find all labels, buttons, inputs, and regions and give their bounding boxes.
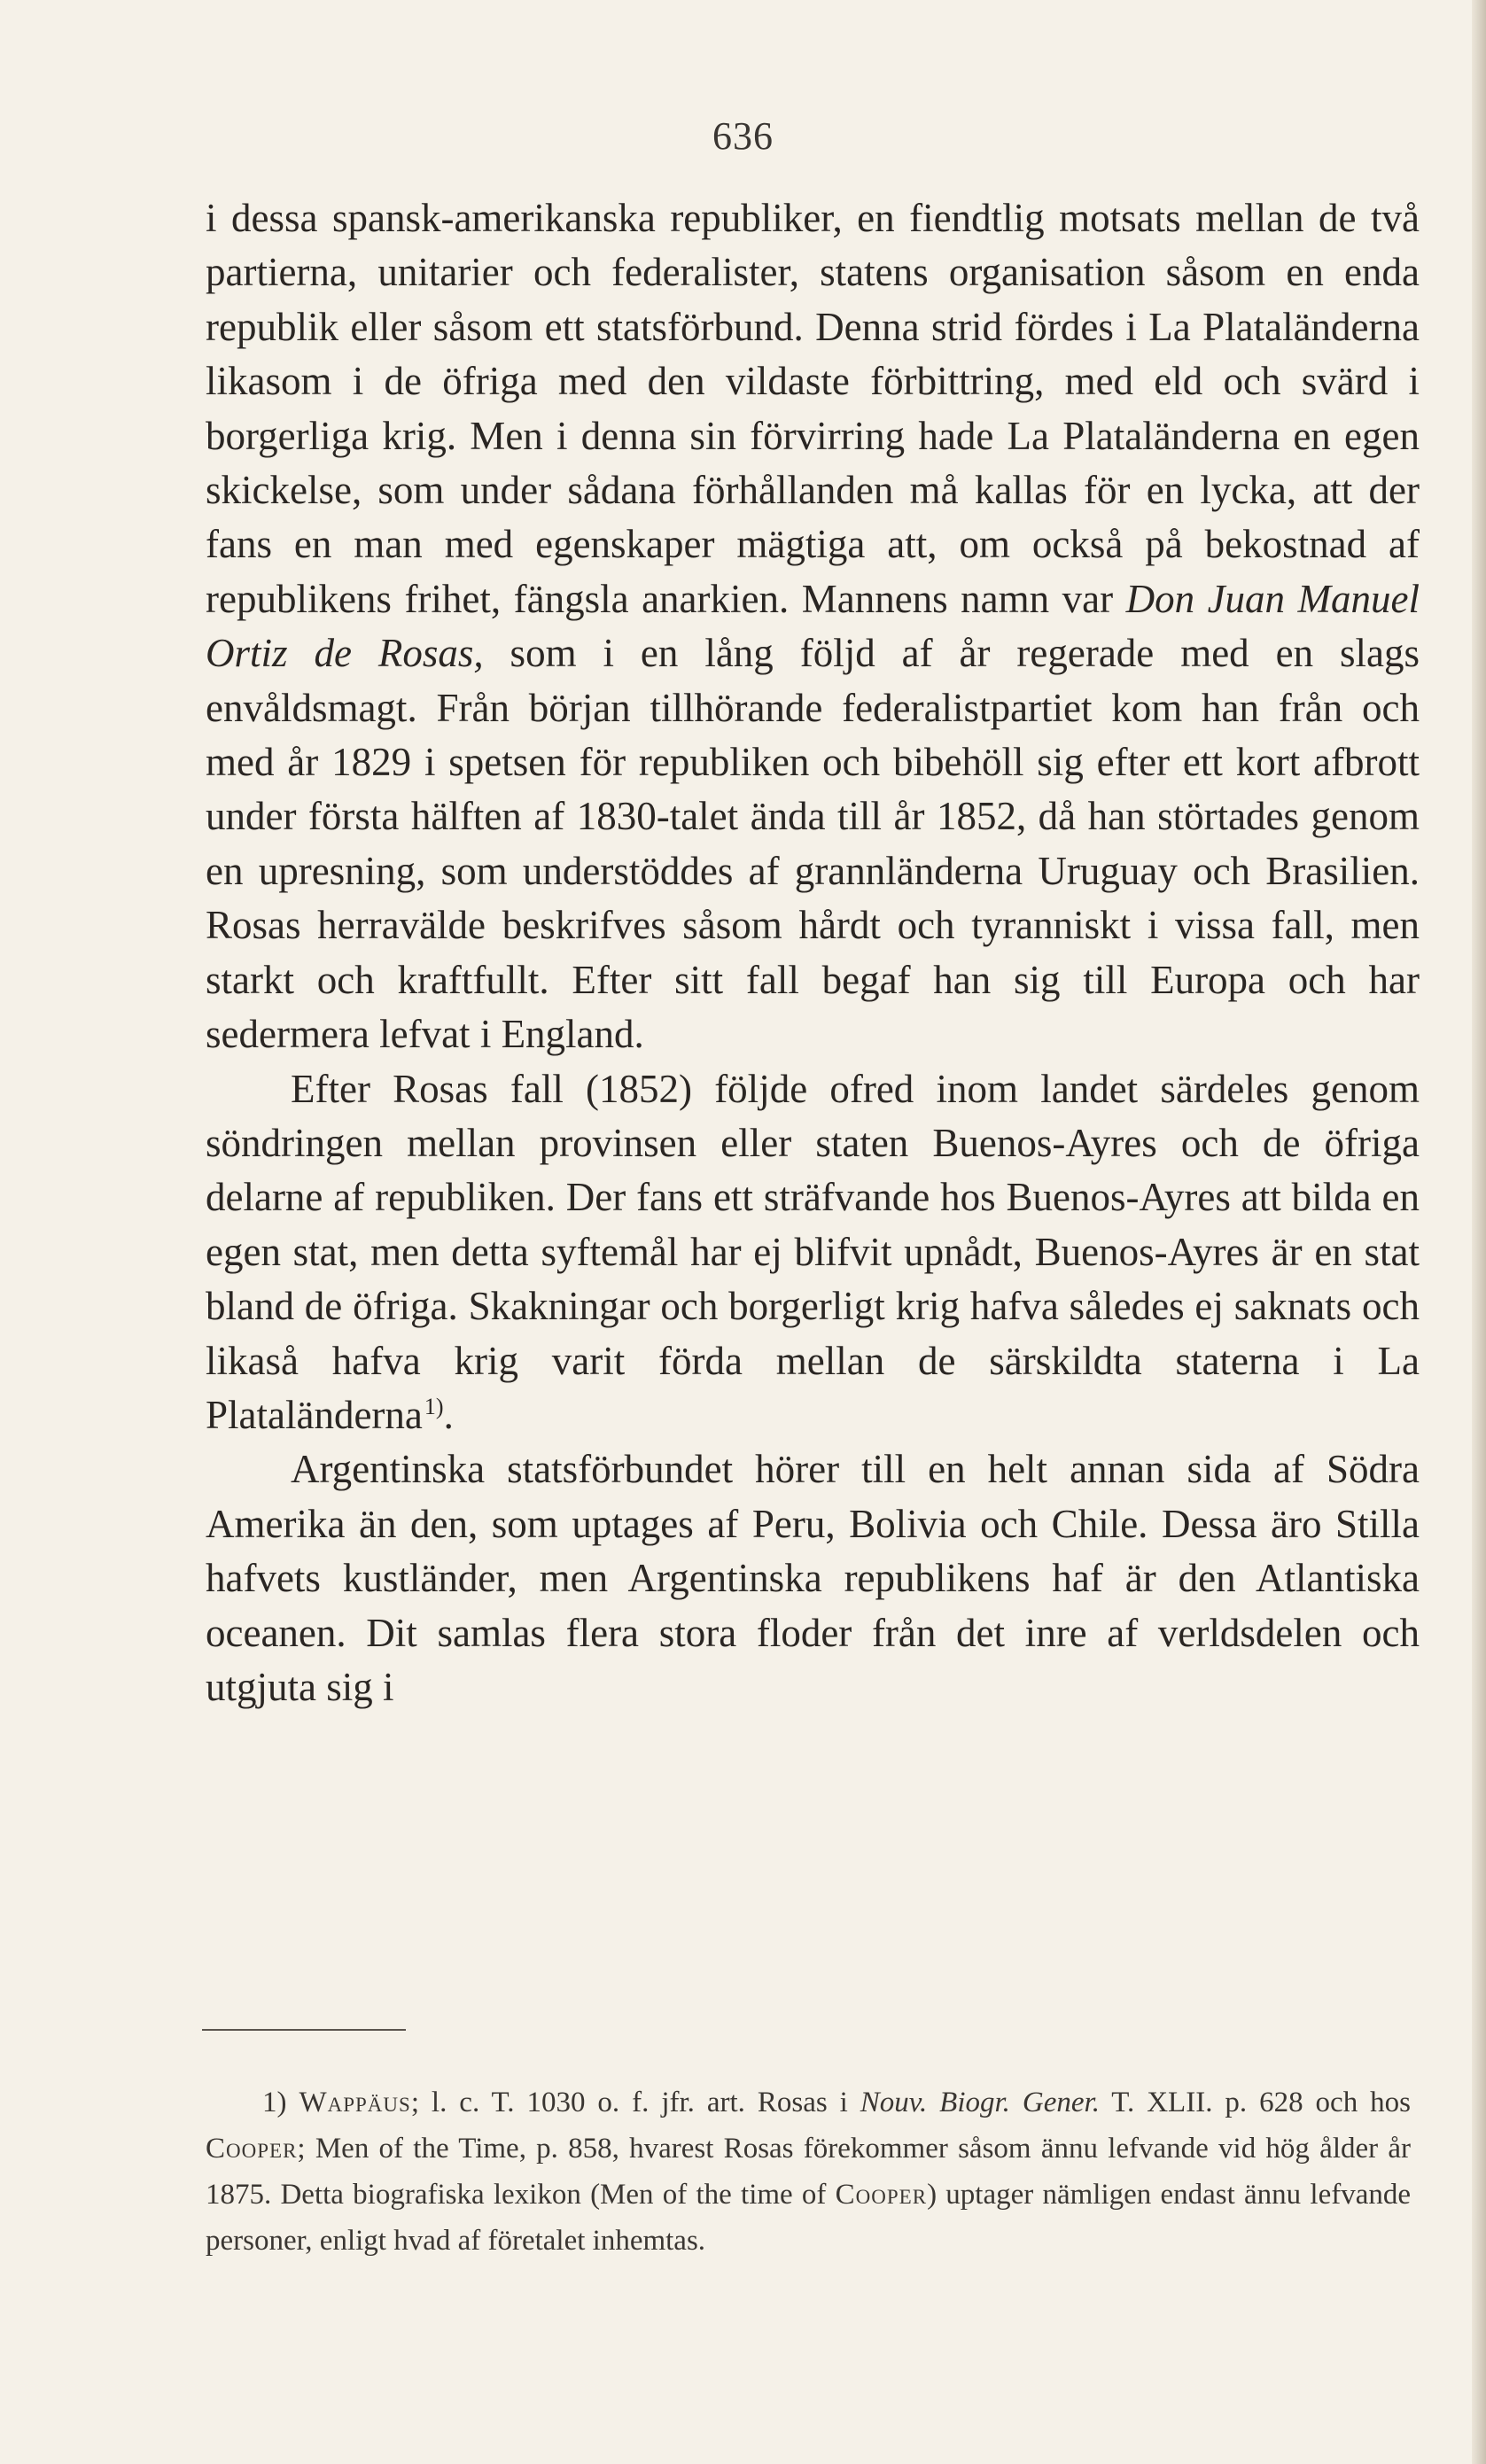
footnote-segment: ; Men of the Time, p. 858, hvarest Rosas förekommer såsom ännu lefvande vid hög ålder år 1875. Detta biografiska lexikon (Men of the time of — [206, 2133, 1411, 2211]
paragraph-1-segment: i dessa spansk-amerikanska republiker, en fiendtlig motsats mellan de två partierna, unitarier och federalister, statens organisation såsom en enda republik eller såsom ett statsförbund. Denna strid fördes i La Plataländerna likasom i de öfriga med den vildaste förbittring, med eld och svärd i borgerliga krig. Men i denna sin förvirring hade La Plataländerna en egen skickelse, som under sådana förhållanden må kallas för en lycka, att der fans en man med egenskaper mägtiga att, om också på bekostnad af republikens frihet, fängsla anarkien. Mannens namn var — [206, 196, 1420, 621]
paragraph-1-segment: som i en lång följd af år regerade med en slags envåldsmagt. Från början tillhörande federalistpartiet kom han från och med år 1829 i spetsen för republiken och bibehöll sig efter ett kort afbrott under första hälften af 1830-talet ända till år 1852, då han störtades genom en upresning, som understöddes af grannländerna Uruguay och Brasilien. Rosas herravälde beskrifves såsom hårdt och tyranniskt i vissa fall, men starkt och kraftfullt. Efter sitt fall begaf han sig till Europa och har sedermera lefvat i England. — [206, 631, 1420, 1057]
footnote-segment: ) uptager nämligen endast ännu lefvande personer, enligt hvad af företalet inhemtas. — [206, 2179, 1411, 2257]
paragraph-1 — [206, 191, 1420, 1062]
person-name: Don Juan Manuel Ortiz de Rosas, — [206, 576, 1420, 676]
paragraph-3 — [206, 1442, 1420, 1714]
footnote-divider — [202, 2029, 406, 2031]
footnote — [206, 2079, 1411, 2264]
paragraph-2 — [206, 1062, 1420, 1443]
author-name: Wappäus — [299, 2087, 411, 2118]
paragraph-3-segment: Argentinska statsförbundet hörer till en helt annan sida af Södra Amerika än den, som uptages af Peru, Bolivia och Chile. Dessa äro Stilla hafvets kustländer, men Argentinska republikens haf är den Atlantiska oceanen. Dit samlas flera stora floder från det inre af verldsdelen och utgjuta sig i — [206, 1447, 1420, 1709]
page-number: 636 — [712, 114, 774, 158]
footnote-segment: T. XLII. p. 628 och hos — [1099, 2087, 1411, 2118]
author-name: Cooper — [206, 2133, 298, 2165]
author-name: Cooper — [835, 2179, 928, 2211]
paragraph-2-segment: . — [443, 1392, 454, 1437]
body-text — [206, 191, 1420, 1714]
paragraph-2-segment: Efter Rosas fall (1852) följde ofred inom landet särdeles genom söndringen mellan provinsen eller staten Buenos-Ayres och de öfriga delarne af republiken. Der fans ett sträfvande hos Buenos-Ayres att bilda en egen stat, men detta syftemål har ej blifvit upnådt, Buenos-Ayres är en stat bland de öfriga. Skakningar och borgerligt krig hafva således ej saknats och likaså hafva krig varit förda mellan de särskildta staterna i La Plataländerna — [206, 1066, 1420, 1437]
footnote-text — [206, 2079, 1411, 2264]
footnote-segment: ; l. c. T. 1030 o. f. jfr. art. Rosas i — [410, 2087, 860, 2118]
work-title: Nouv. Biogr. Gener. — [860, 2087, 1100, 2118]
footnote-reference: 1) — [424, 1393, 444, 1419]
page-edge — [1472, 0, 1486, 2464]
footnote-segment: 1) — [262, 2087, 300, 2118]
